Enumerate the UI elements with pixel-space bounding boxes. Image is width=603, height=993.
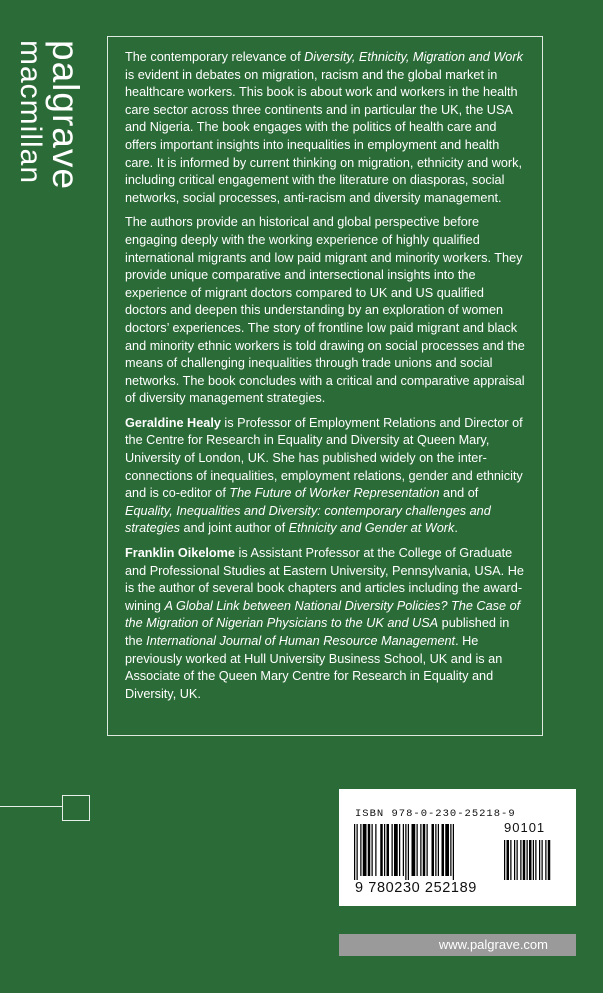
isbn-barcode bbox=[339, 789, 576, 906]
blurb-paragraph bbox=[125, 214, 529, 408]
barcode-bar bbox=[420, 824, 421, 876]
barcode-bar bbox=[360, 824, 361, 876]
isbn-number: ISBN 978-0-230-25218-9 bbox=[355, 808, 516, 820]
barcode-bar bbox=[403, 824, 404, 876]
logo-line-2: macmillan bbox=[14, 40, 47, 185]
italic-title: Ethnicity and Gender at Work bbox=[288, 521, 455, 536]
italic-title: The Future of Worker Representation bbox=[229, 486, 440, 501]
text-run: . He previously worked at Hull University Business School, UK and is an Associate of the Queen Mary Centre for Research in Equality and Diversity, UK. bbox=[125, 634, 503, 701]
text-run: is evident in debates on migration, racism and the global market in healthcare workers. This book is about work and workers in the health care sector across three continents and in particular the UK, the USA and Nigeria. The book engages with the politics of health care and offers important insights into inequalities in employment and health care. It is informed by current thinking on migration, ethnicity and work, including critical engagement with the literature on diasporas, social networks, social processes, anti-racism and diversity management. bbox=[125, 67, 523, 205]
barcode-bar bbox=[399, 824, 400, 876]
barcode-bar bbox=[438, 824, 439, 876]
barcode-bar bbox=[392, 824, 393, 876]
barcode-bar bbox=[432, 824, 435, 876]
blurb-paragraph bbox=[125, 49, 529, 207]
barcode-addon-bar bbox=[510, 840, 511, 880]
barcode-digits: 9 780230 252189 bbox=[355, 880, 477, 896]
author-bio-oikelome bbox=[125, 545, 529, 703]
barcode-bar bbox=[405, 824, 406, 880]
barcode-bar bbox=[412, 824, 416, 876]
logo-square-icon bbox=[62, 795, 90, 821]
barcode-addon-bar bbox=[545, 840, 546, 880]
barcode-bar bbox=[375, 824, 376, 876]
barcode-bar bbox=[435, 824, 436, 876]
website-link[interactable]: www.palgrave.com bbox=[339, 934, 576, 956]
barcode-bar bbox=[445, 824, 449, 876]
barcode-bar bbox=[417, 824, 418, 876]
italic-title: A Global Link between National Diversity Policies? The Case of the Migration of Nigerian Physicians to the UK and USA bbox=[125, 598, 521, 631]
barcode-addon-bar bbox=[507, 840, 510, 880]
barcode-addon-bar bbox=[533, 840, 534, 880]
barcode-bar bbox=[384, 824, 385, 876]
barcode-addon-bar bbox=[539, 840, 540, 880]
barcode-bar bbox=[363, 824, 367, 876]
text-run: is Assistant Professor at the College of Graduate and Professional Studies at Eastern University, Pennsylvania, USA. He is the author of several book chapters and articles including the award-wining bbox=[125, 546, 524, 613]
blurb-frame bbox=[107, 36, 543, 736]
barcode-bar bbox=[423, 824, 426, 876]
barcode-addon-bar bbox=[517, 840, 518, 880]
barcode-bar bbox=[442, 824, 445, 876]
barcode-addon-bar bbox=[535, 840, 536, 880]
text-run: and joint author of bbox=[180, 521, 289, 536]
text-run: is Professor of Employment Relations and Director of the Centre for Research in Equality and Diversity at Queen Mary, University of London, UK. She has published widely on the inter-connections of inequalities, employment relations, gender and ethnicity and is co-editor of bbox=[125, 415, 523, 501]
barcode-addon-bar bbox=[520, 840, 521, 880]
author-name: Geraldine Healy bbox=[125, 415, 221, 430]
italic-title: Diversity, Ethnicity, Migration and Work bbox=[304, 50, 523, 64]
barcode-bar bbox=[450, 824, 451, 876]
barcode-bar bbox=[368, 824, 371, 876]
text-run: . bbox=[454, 521, 458, 536]
barcode-addon-bar bbox=[504, 840, 505, 880]
barcode-addon-bar bbox=[523, 840, 526, 880]
barcode-bar bbox=[357, 824, 358, 880]
barcode-bar bbox=[380, 824, 383, 876]
logo-rule bbox=[0, 806, 62, 807]
publisher-logo bbox=[15, 40, 84, 190]
author-name: Franklin Oikelome bbox=[125, 546, 235, 561]
barcode-addon: 90101 bbox=[504, 820, 546, 835]
barcode-addon-bar bbox=[542, 840, 543, 880]
text-run: published in the bbox=[125, 616, 510, 648]
barcode-bar bbox=[453, 824, 454, 880]
barcode-addon-bar bbox=[548, 840, 551, 880]
barcode-addon-bar bbox=[514, 840, 515, 880]
barcode-addon-bar bbox=[529, 840, 532, 880]
text-run: The contemporary relevance of bbox=[125, 50, 305, 64]
barcode-bar bbox=[408, 824, 409, 880]
barcode-addon-bar bbox=[527, 840, 528, 880]
text-run: The authors provide an historical and global perspective before engaging deeply with the working experience of highly qualified international migrants and low paid migrant and minority workers. They provide unique comparative and intersectional insights into the experience of migrant doctors compared to UK and US qualified doctors and deepen this understanding by an exploration of women doctors’ experiences. The story of frontline low paid migrant and black and minority ethnic workers is told drawing on social processes and the means of challenging inequalities through trade unions and social networks. The book concludes with a critical and comparative appraisal of diversity management strategies. bbox=[125, 215, 525, 406]
barcode-bar bbox=[354, 824, 355, 880]
logo-line-1: palgrave bbox=[45, 40, 86, 190]
author-bio-healy bbox=[125, 415, 529, 538]
text-run: and of bbox=[439, 486, 479, 501]
italic-title: Equality, Inequalities and Diversity: contemporary challenges and strategies bbox=[125, 503, 491, 536]
barcode-bar bbox=[394, 824, 398, 876]
italic-title: International Journal of Human Resource Management bbox=[146, 634, 456, 648]
barcode-bar bbox=[372, 824, 373, 876]
barcode-bar bbox=[427, 824, 428, 876]
barcode-bar bbox=[387, 824, 390, 876]
